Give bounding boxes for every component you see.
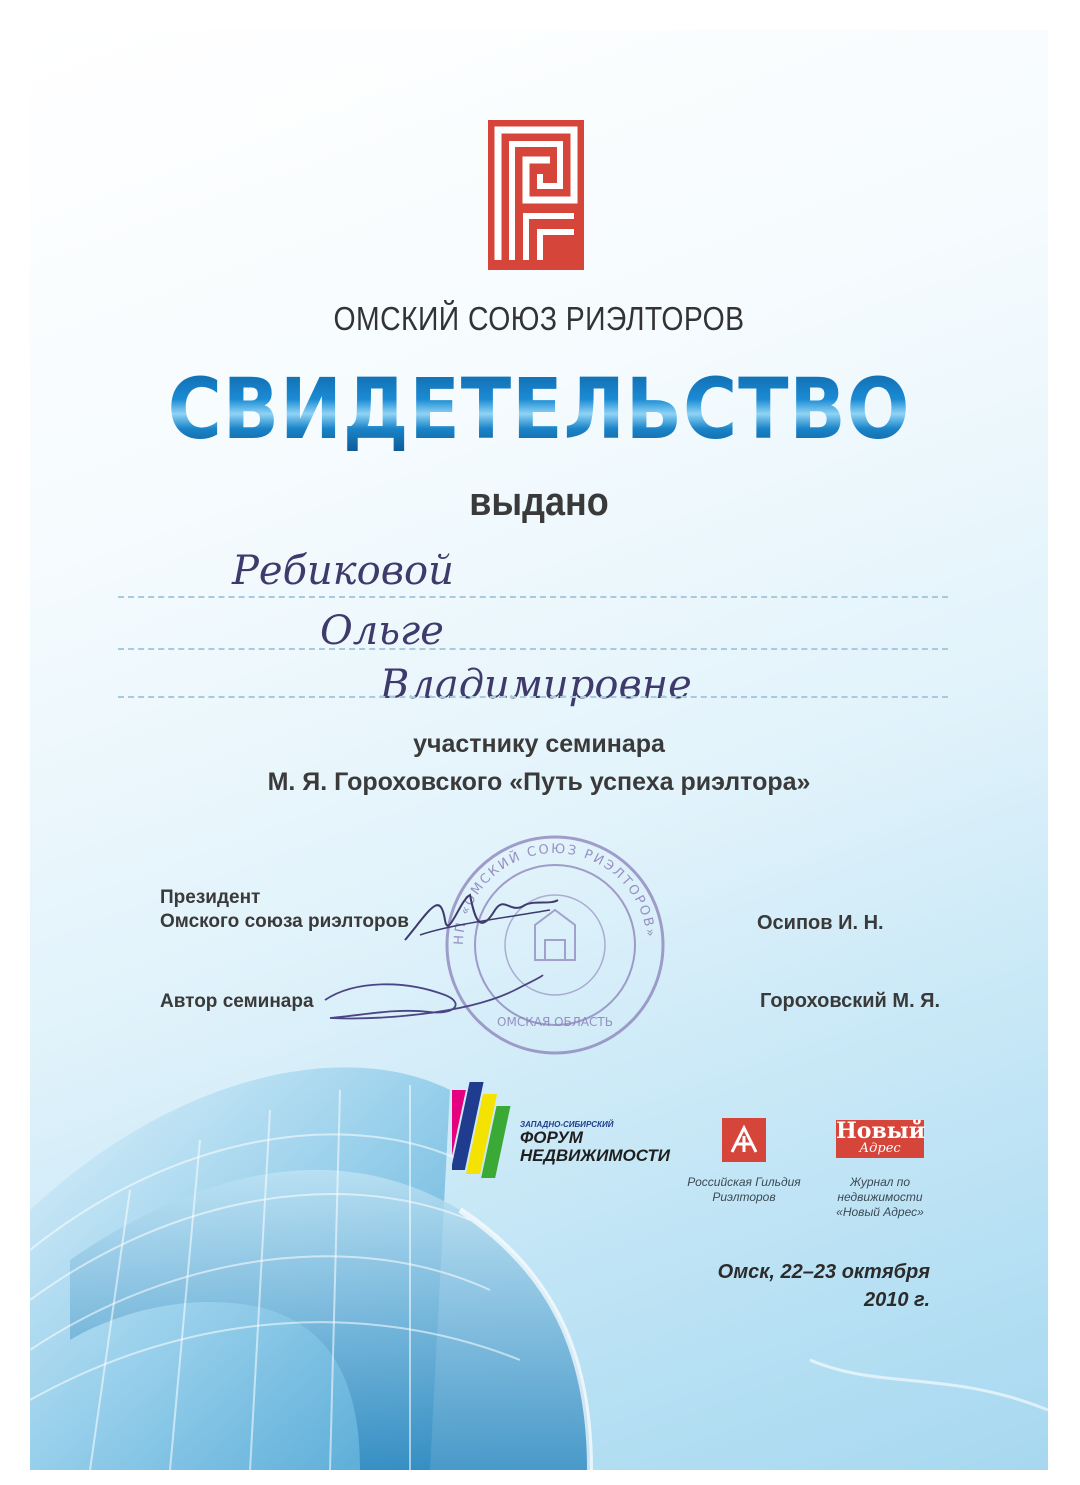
dotted-line — [118, 596, 948, 598]
dotted-line — [118, 648, 948, 650]
signature-role-president: Президент Омского союза риэлторов — [160, 887, 409, 932]
signature-role-author: Автор семинара — [160, 991, 314, 1012]
osr-logo — [488, 120, 584, 270]
signature-author — [315, 970, 545, 1030]
stamp-text: НП «ОМСКИЙ СОЮЗ РИЭЛТОРОВ» — [451, 841, 658, 946]
forum-logo-text: ЗАПАДНО-СИБИРСКИЙ ФОРУМ НЕДВИЖИМОСТИ — [520, 1120, 671, 1165]
dotted-line — [118, 696, 948, 698]
recipient-name: Ольге — [320, 608, 444, 654]
guild-caption: Российская Гильдия Риэлторов — [687, 1175, 801, 1204]
organization-name: ОМСКИЙ СОЮЗ РИЭЛТОРОВ — [333, 300, 745, 337]
signer-president: Осипов И. Н. — [757, 912, 884, 934]
purpose-line-2: М. Я. Гороховского «Путь успеха риэлтора» — [267, 768, 811, 796]
guild-logo-icon — [722, 1118, 766, 1162]
stamp-region: ОМСКАЯ ОБЛАСТЬ — [497, 1015, 613, 1029]
recipient-surname: Ребиковой — [232, 548, 454, 594]
certificate-title: СВИДЕТЕЛЬСТВО — [91, 360, 987, 458]
journal-caption: Журнал по недвижимости «Новый Адрес» — [836, 1175, 924, 1219]
purpose-line-1: участнику семинара — [413, 730, 665, 758]
recipient-patronymic: Владимировне — [380, 662, 692, 708]
forum-logo-icon — [452, 1080, 522, 1200]
certificate-sheet — [30, 30, 1048, 1470]
signature-president — [400, 880, 560, 950]
place-date: Омск, 22–23 октября 2010 г. — [717, 1261, 930, 1311]
signer-author: Гороховский М. Я. — [760, 990, 941, 1012]
journal-logo: Новый Адрес — [836, 1118, 926, 1156]
issued-label: выдано — [469, 480, 609, 524]
